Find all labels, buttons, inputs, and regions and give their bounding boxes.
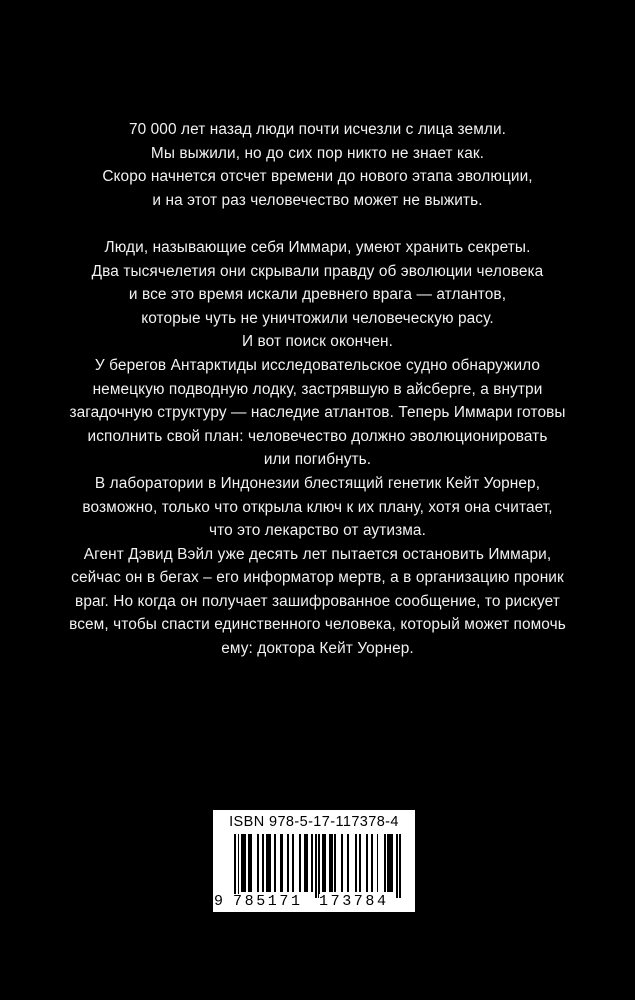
- blurb-line: исполнить свой план: человечество должно эволюционировать: [87, 427, 548, 445]
- barcode-bar: [311, 834, 313, 892]
- book-blurb: [60, 118, 575, 661]
- barcode-bar: [282, 834, 284, 892]
- barcode-bar: [287, 834, 289, 892]
- barcode-bar: [341, 834, 343, 892]
- barcode-bar: [250, 834, 252, 892]
- barcode-bar: [269, 834, 271, 892]
- blurb-line: загадочную структуру — наследие атлантов. Теперь Иммари готовы: [69, 404, 566, 422]
- barcode-bar: [377, 834, 379, 892]
- barcode-bar: [318, 834, 320, 898]
- isbn-barcode: [213, 810, 415, 912]
- blurb-line: сейчас он в бегах – его информатор мертв, а в организацию проник: [71, 569, 564, 587]
- blurb-line: и все это время искали древнего врага — атлантов,: [128, 286, 507, 304]
- barcode-bars: [223, 834, 405, 896]
- barcode-bar: [274, 834, 276, 892]
- barcode-digit-first: 9: [214, 893, 226, 910]
- barcode-digits-right: 173784: [319, 893, 389, 910]
- barcode-bar: [334, 834, 336, 892]
- blurb-line: Люди, называющие себя Иммари, умеют хранить секреты.: [104, 238, 531, 256]
- barcode-bar: [359, 834, 361, 892]
- barcode-bar: [245, 834, 247, 892]
- blurb-paragraph-1: [60, 118, 575, 212]
- barcode-bar: [366, 834, 368, 892]
- blurb-line: немецкую подводную лодку, застрявшую в айсберге, а внутри: [92, 380, 543, 398]
- blurb-line: что это лекарство от аутизма.: [209, 522, 426, 540]
- barcode-bar: [331, 834, 333, 892]
- blurb-line: или погибнуть.: [263, 451, 372, 469]
- barcode-digits: [213, 894, 415, 912]
- barcode-bar: [234, 834, 236, 898]
- blurb-line: Мы выжили, но до сих пор никто не знает как.: [150, 144, 485, 162]
- barcode-digits-left: 785171: [233, 893, 303, 910]
- isbn-label: ISBN 978-5-17-117378-4: [229, 814, 399, 830]
- barcode-bar: [299, 834, 301, 892]
- barcode-bar: [384, 834, 386, 892]
- blurb-line: Два тысячелетия они скрывали правду об эволюции человека: [91, 262, 544, 280]
- blurb-line: враг. Но когда он получает зашифрованное сообщение, то рискует: [75, 592, 560, 610]
- blurb-line: ему: доктора Кейт Уорнер.: [221, 640, 414, 658]
- blurb-line: И вот поиск окончен.: [242, 333, 393, 351]
- blurb-line: Агент Дэвид Вэйл уже десять лет пытается остановить Иммари,: [83, 545, 552, 563]
- blurb-line: которые чуть не уничтожили человеческую расу.: [141, 309, 494, 327]
- barcode-bar: [399, 834, 401, 898]
- barcode-bar: [257, 834, 259, 892]
- blurb-line: и на этот раз человечество может не выжить.: [152, 191, 483, 209]
- blurb-line: 70 000 лет назад люди почти исчезли с лица земли.: [128, 121, 507, 138]
- blurb-line: В лаборатории в Индонезии блестящий генетик Кейт Уорнер,: [94, 474, 541, 492]
- blurb-line: возможно, только что открыла ключ к их плану, хотя она считает,: [82, 498, 553, 516]
- barcode-bar: [262, 834, 264, 892]
- blurb-line: всем, чтобы спасти единственного человека, который может помочь: [69, 616, 566, 634]
- barcode-bar: [315, 834, 317, 898]
- barcode-bar: [355, 834, 357, 892]
- barcode-bar: [347, 834, 349, 892]
- barcode-bar: [324, 834, 326, 892]
- barcode-bar: [292, 834, 294, 892]
- barcode-bar: [396, 834, 398, 898]
- blurb-line: Скоро начнется отсчет времени до нового этапа эволюции,: [102, 168, 533, 186]
- barcode-bar: [306, 834, 308, 892]
- barcode-bar: [238, 834, 240, 898]
- blurb-line: У берегов Антарктиды исследовательское судно обнаружило: [94, 356, 541, 374]
- barcode-bar: [391, 834, 393, 892]
- blurb-paragraph-2: [60, 236, 575, 661]
- barcode-bar: [371, 834, 373, 892]
